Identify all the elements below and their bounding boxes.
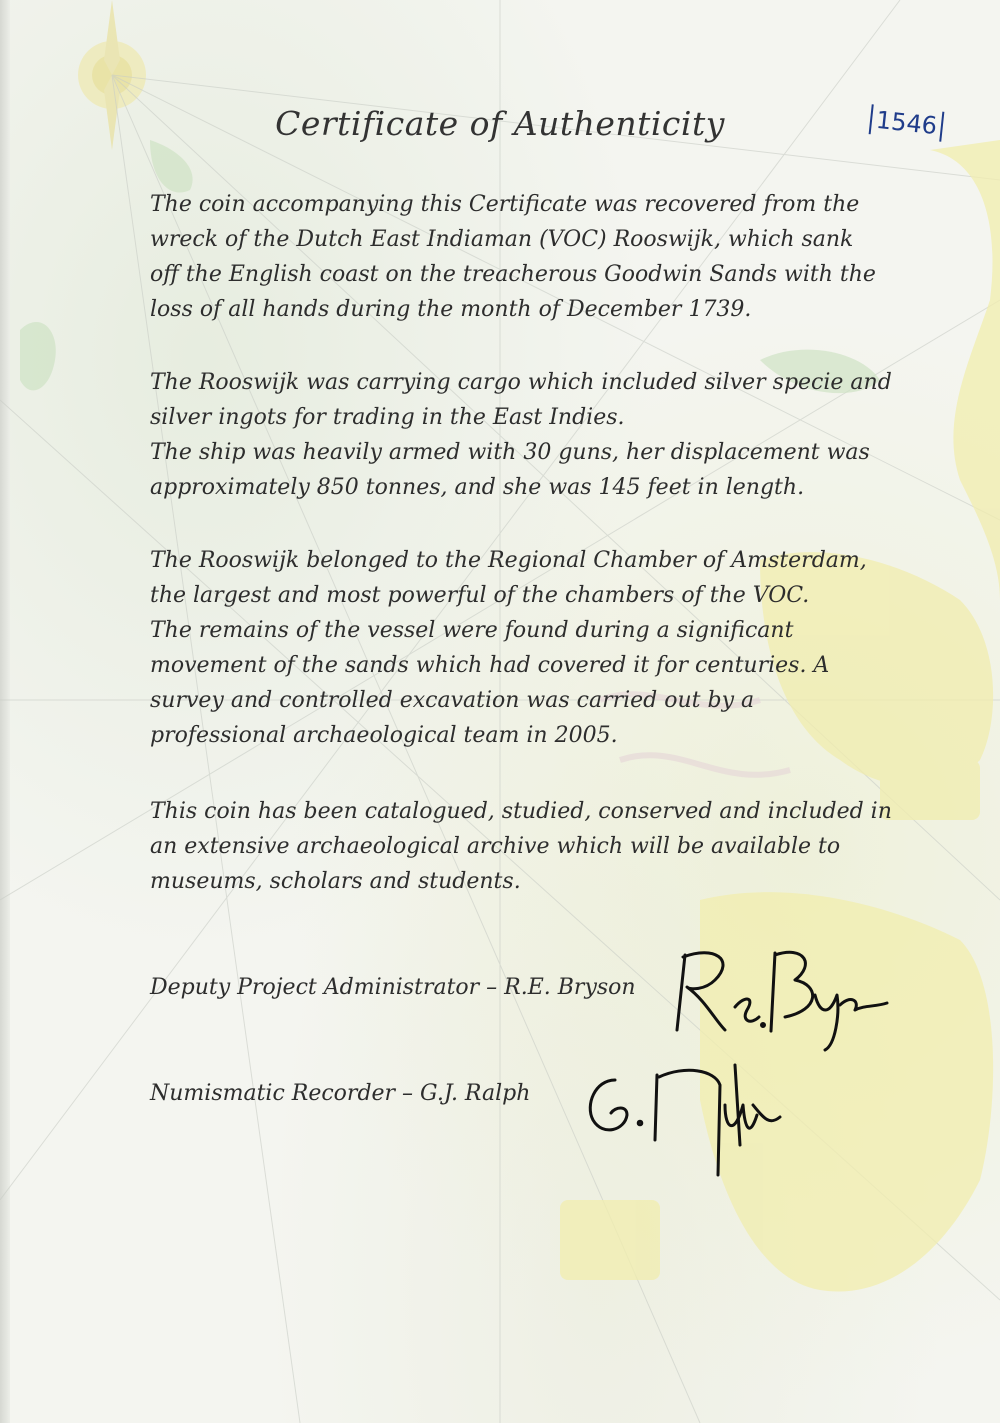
- paragraph-line: silver ingots for trading in the East Indies.: [150, 405, 625, 430]
- paragraph-line: approximately 850 tonnes, and she was 145 feet in length.: [150, 475, 805, 500]
- paragraph-2: [150, 365, 890, 505]
- paragraph-line: The remains of the vessel were found during a significant: [150, 618, 794, 643]
- paragraph-line: museums, scholars and students.: [150, 869, 521, 894]
- paragraph-line: off the English coast on the treacherous Goodwin Sands with the: [150, 262, 876, 287]
- paragraph-line: survey and controlled excavation was carried out by a: [150, 688, 755, 713]
- paragraph-line: loss of all hands during the month of December 1739.: [150, 297, 752, 322]
- signatory-numismatic-recorder: Numismatic Recorder – G.J. Ralph: [150, 1081, 531, 1106]
- paragraph-1: [150, 187, 890, 327]
- signature-bryson: [655, 935, 895, 1055]
- paragraph-line: wreck of the Dutch East Indiaman (VOC) Rooswijk, which sank: [150, 227, 854, 252]
- paragraph-line: an extensive archaeological archive which will be available to: [150, 834, 841, 859]
- paragraph-line: movement of the sands which had covered it for centuries. A: [150, 653, 830, 678]
- paragraph-line: The ship was heavily armed with 30 guns, her displacement was: [150, 440, 870, 465]
- certificate-title: Certificate of Authenticity: [275, 104, 725, 143]
- paragraph-line: The coin accompanying this Certificate was recovered from the: [150, 192, 860, 217]
- paragraph-line: professional archaeological team in 2005.: [150, 723, 618, 748]
- paragraph-line: the largest and most powerful of the chambers of the VOC.: [150, 583, 810, 608]
- paragraph-line: The Rooswijk was carrying cargo which included silver specie and: [150, 370, 892, 395]
- reference-number-stamp: 1546: [869, 104, 945, 141]
- paragraph-line: The Rooswijk belonged to the Regional Chamber of Amsterdam,: [150, 548, 867, 573]
- signature-ralph: [575, 1045, 795, 1180]
- paragraph-4: [150, 794, 890, 899]
- paragraph-line: This coin has been catalogued, studied, conserved and included in: [150, 799, 892, 824]
- signatory-deputy-administrator: Deputy Project Administrator – R.E. Bryson: [150, 975, 636, 1000]
- paragraph-3: [150, 543, 890, 753]
